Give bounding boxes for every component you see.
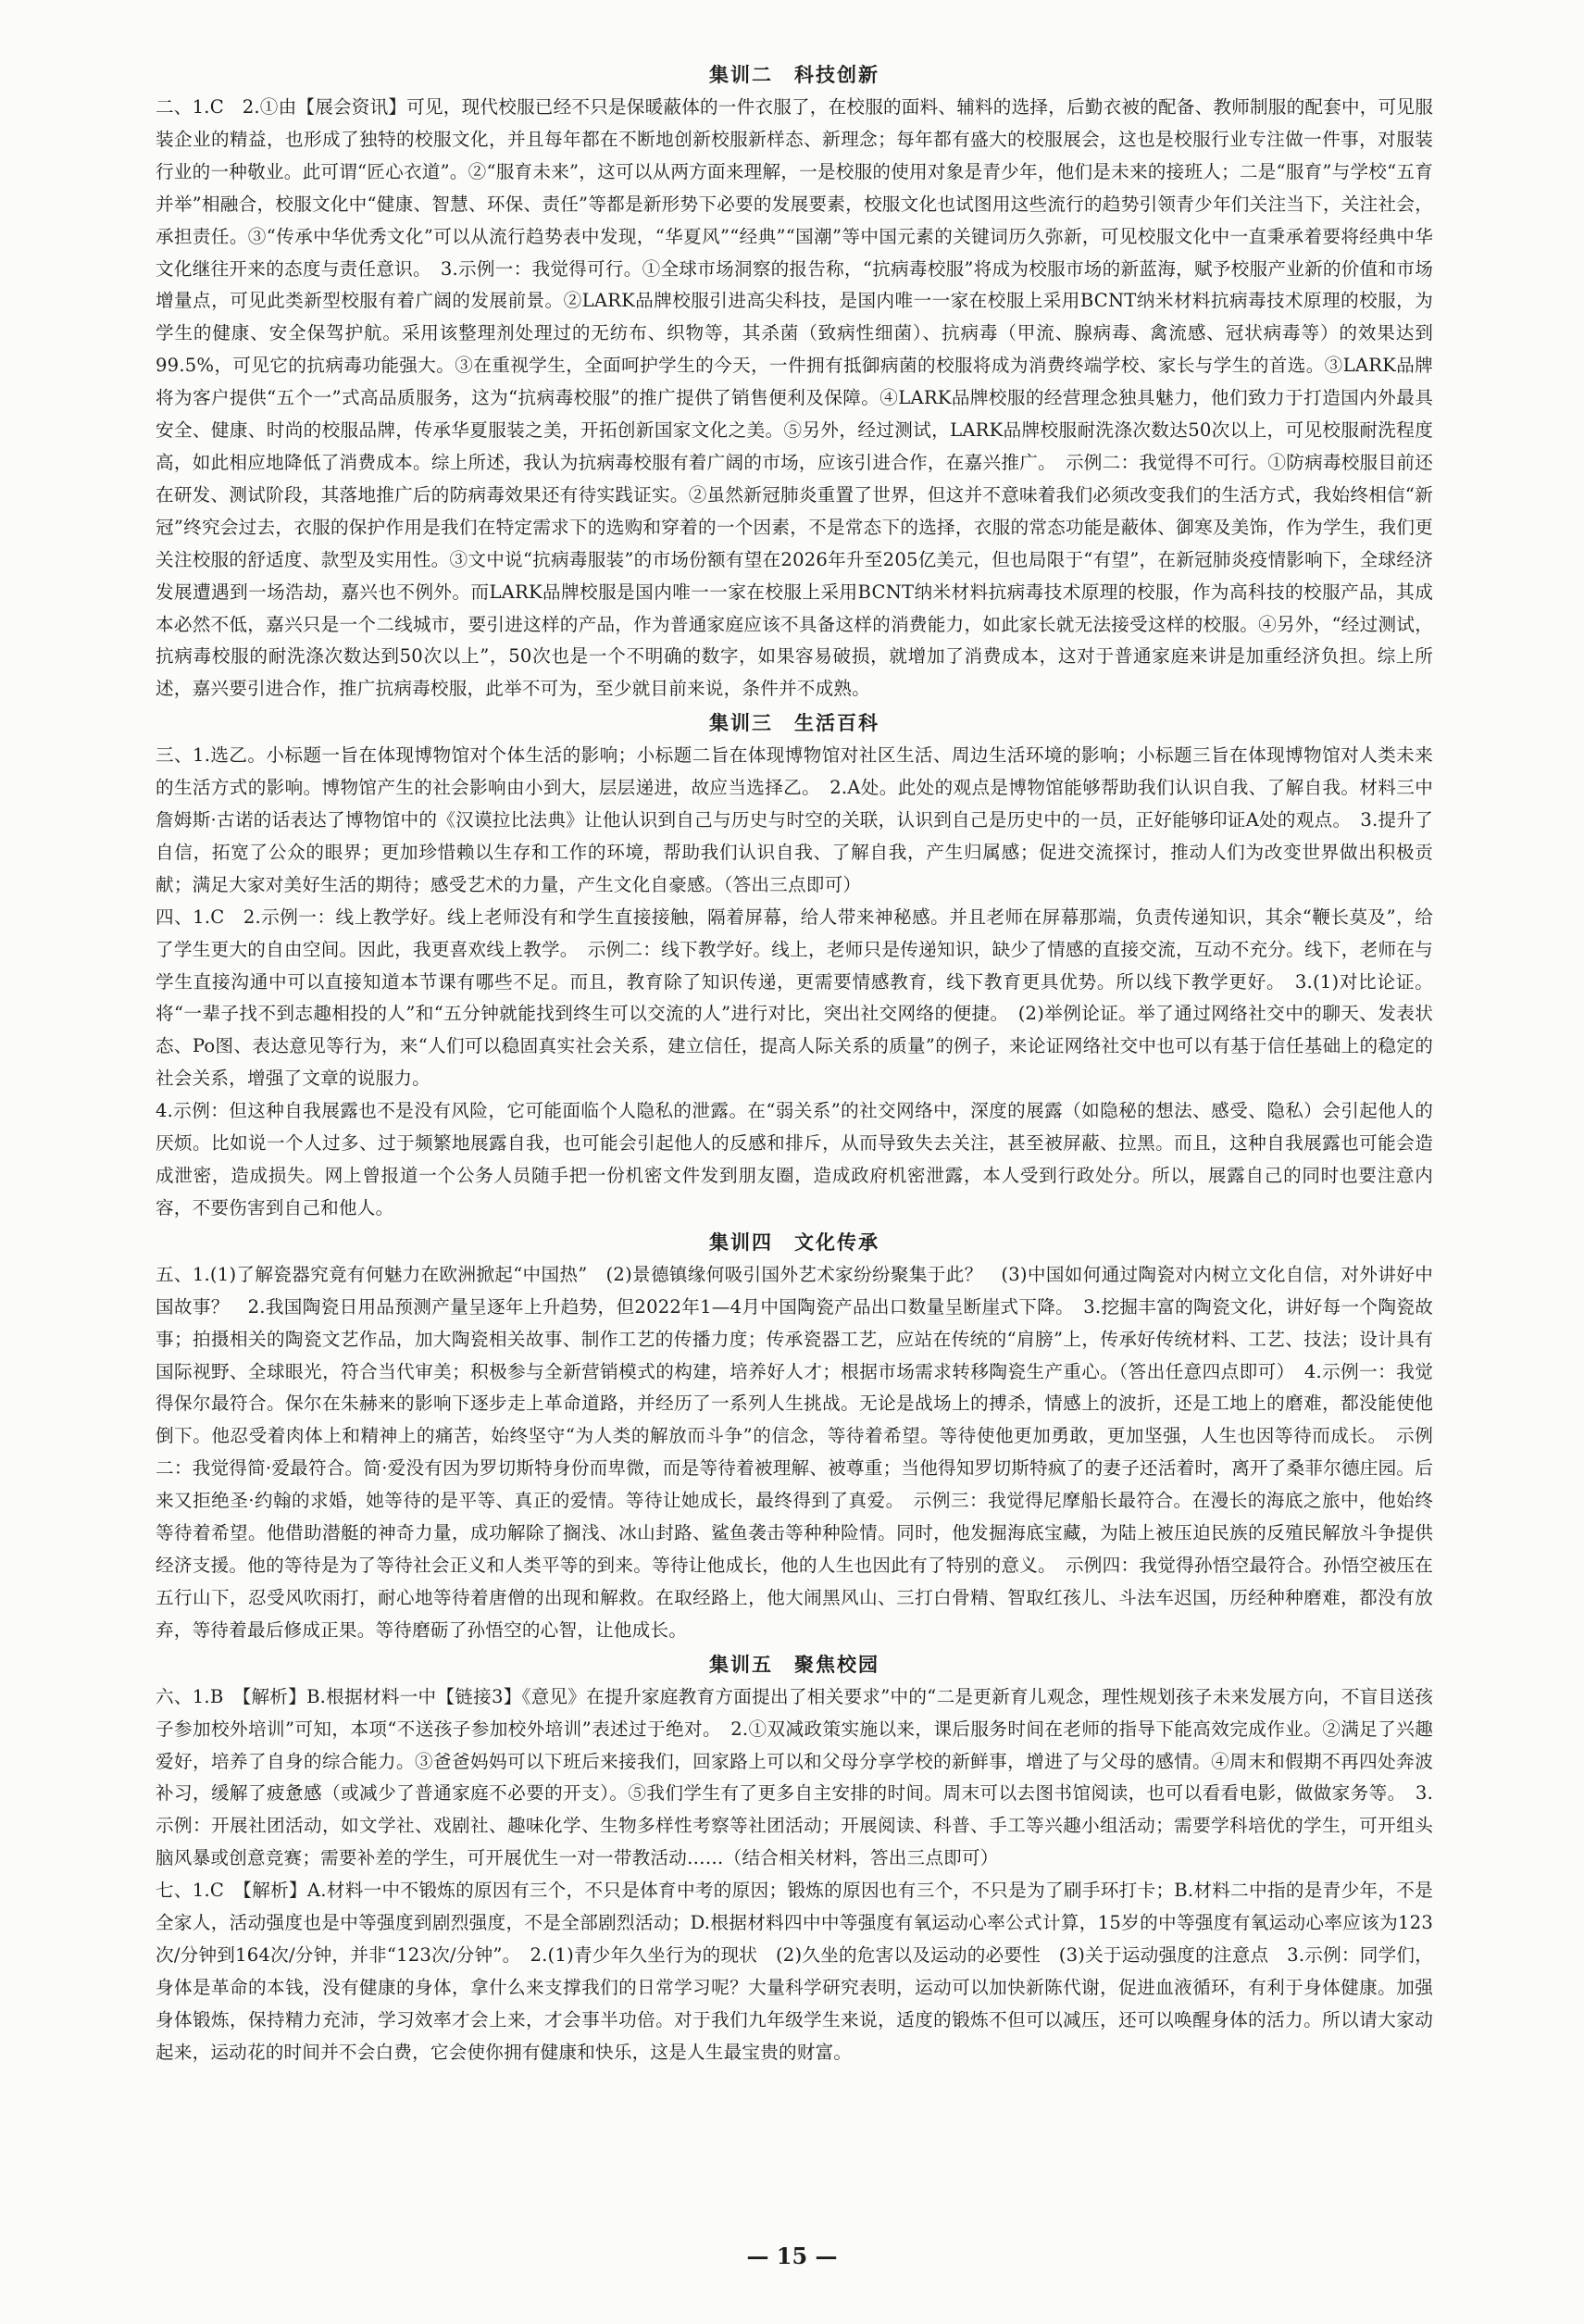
section-title: 集训二 科技创新	[709, 64, 879, 86]
page-number: — 15 —	[746, 2243, 838, 2269]
section-title: 集训五 聚焦校园	[709, 1653, 879, 1676]
answer-content	[156, 57, 1433, 2069]
section-5	[156, 1649, 1433, 2069]
answer-paragraph: 二、1.C 2.①由【展会资讯】可见，现代校服已经不只是保暖蔽体的一件衣服了，在校服的面料、辅料的选择，后勤衣被的配备、教师制服的配套中，可见服装企业的精益，也形成了独特的校服文化，并且每年都在不断地创新校服新样态、新理念；每年都有盛大的校服展会，这也是校服行业专注做一件事，对服装行业的一种敬业。此可谓“匠心衣道”。②“服育未来”，这可以从两方面来理解，一是校服的使用对象是青少年，他们是未来的接班人；二是“服育”与学校“五育并举”相融合，校服文化中“健康、智慧、环保、责任”等都是新形势下必要的发展要素，校服文化也试图用这些流行的趋势引领青少年们关注当下，关注社会，承担责任。③“传承中华优秀文化”可以从流行趋势表中发现，“华夏风”“经典”“国潮”等中国元素的关键词历久弥新，可见校服文化中一直秉承着要将经典中华文化继往开来的态度与责任意识。 3.示例一：我觉得可行。①全球市场洞察的报告称，“抗病毒校服”将成为校服市场的新蓝海，赋予校服产业新的价值和市场增量点，可见此类新型校服有着广阔的发展前景。②LARK品牌校服引进高尖科技，是国内唯一一家在校服上采用BCNT纳米材料抗病毒技术原理的校服，为学生的健康、安全保驾护航。采用该整理剂处理过的无纺布、织物等，其杀菌（致病性细菌）、抗病毒（甲流、腺病毒、禽流感、冠状病毒等）的效果达到99.5%，可见它的抗病毒功能强大。③在重视学生，全面呵护学生的今天，一件拥有抵御病菌的校服将成为消费终端学校、家长与学生的首选。③LARK品牌将为客户提供“五个一”式高品质服务，这为“抗病毒校服”的推广提供了销售便利及保障。④LARK品牌校服的经营理念独具魅力，他们致力于打造国内外最具安全、健康、时尚的校服品牌，传承华夏服装之美，开拓创新国家文化之美。⑤另外，经过测试，LARK品牌校服耐洗涤次数达50次以上，可见校服耐洗程度高，如此相应地降低了消费成本。综上所述，我认为抗病毒校服有着广阔的市场，应该引进合作，在嘉兴推广。 示例二：我觉得不可行。①防病毒校服目前还在研发、测试阶段，其落地推广后的防病毒效果还有待实践证实。②虽然新冠肺炎重置了世界，但这并不意味着我们必须改变我们的生活方式，我始终相信“新冠”终究会过去，衣服的保护作用是我们在特定需求下的选购和穿着的一个因素，不是常态下的选择，衣服的常态功能是蔽体、御寒及美饰，作为学生，我们更关注校服的舒适度、款型及实用性。③文中说“抗病毒服装”的市场份额有望在2026年升至205亿美元，但也局限于“有望”，在新冠肺炎疫情影响下，全球经济发展遭遇到一场浩劫，嘉兴也不例外。而LARK品牌校服是国内唯一一家在校服上采用BCNT纳米材料抗病毒技术原理的校服，作为高科技的校服产品，其成本必然不低，嘉兴只是一个二线城市，要引进这样的产品，作为普通家庭应该不具备这样的消费能力，如此家长就无法接受这样的校服。④另外，“经过测试，抗病毒校服的耐洗涤次数达到50次以上”，50次也是一个不明确的数字，如果容易破损，就增加了消费成本，这对于普通家庭来讲是加重经济负担。综上所述，嘉兴要引进合作，推广抗病毒校服，此举不可为，至少就目前来说，条件并不成熟。	[156, 96, 1433, 700]
section-3	[156, 707, 1433, 1225]
answer-paragraph: 三、1.选乙。小标题一旨在体现博物馆对个体生活的影响；小标题二旨在体现博物馆对社区生活、周边生活环境的影响；小标题三旨在体现博物馆对人类未来的生活方式的影响。博物馆产生的社会影响由小到大，层层递进，故应当选择乙。 2.A处。此处的观点是博物馆能够帮助我们认识自我、了解自我。材料三中詹姆斯·古诺的话表达了博物馆中的《汉谟拉比法典》让他认识到自己与历史与时空的关联，认识到自己是历史中的一员，正好能够印证A处的观点。 3.提升了自信，拓宽了公众的眼界；更加珍惜赖以生存和工作的环境，帮助我们认识自我、了解自我，产生归属感；促进交流探讨，推动人们为改变世界做出积极贡献；满足大家对美好生活的期待；感受艺术的力量，产生文化自豪感。（答出三点即可）	[156, 744, 1433, 895]
section-4	[156, 1227, 1433, 1647]
answer-paragraph: 七、1.C 【解析】A.材料一中不锻炼的原因有三个，不只是体育中考的原因；锻炼的原因也有三个，不只是为了刷手环打卡；B.材料二中指的是青少年，不是全家人，活动强度也是中等强度到剧烈强度，不是全部剧烈活动；D.根据材料四中中等强度有氧运动心率公式计算，15岁的中等强度有氧运动心率应该为123次/分钟到164次/分钟，并非“123次/分钟”。 2.(1)青少年久坐行为的现状 (2)久坐的危害以及运动的必要性 (3)关于运动强度的注意点 3.示例：同学们，身体是革命的本钱，没有健康的身体，拿什么来支撑我们的日常学习呢？大量科学研究表明，运动可以加快新陈代谢，促进血液循环，有利于身体健康。加强身体锻炼，保持精力充沛，学习效率才会上来，才会事半功倍。对于我们九年级学生来说，适度的锻炼不但可以减压，还可以唤醒身体的活力。所以请大家动起来，运动花的时间并不会白费，它会使你拥有健康和快乐，这是人生最宝贵的财富。	[156, 1880, 1433, 2063]
answer-paragraph: 五、1.(1)了解瓷器究竟有何魅力在欧洲掀起“中国热” (2)景德镇缘何吸引国外艺术家纷纷聚集于此？ (3)中国如何通过陶瓷对内树立文化自信，对外讲好中国故事？ 2.我国陶瓷日用品预测产量呈逐年上升趋势，但2022年1—4月中国陶瓷产品出口数量呈断崖式下降。 3.挖掘丰富的陶瓷文化，讲好每一个陶瓷故事；拍摄相关的陶瓷文艺作品，加大陶瓷相关故事、制作工艺的传播力度；传承瓷器工艺，应站在传统的“肩膀”上，传承好传统材料、工艺、技法；设计具有国际视野、全球眼光，符合当代审美；积极参与全新营销模式的构建，培养好人才；根据市场需求转移陶瓷生产重心。（答出任意四点即可） 4.示例一：我觉得保尔最符合。保尔在朱赫来的影响下逐步走上革命道路，并经历了一系列人生挑战。无论是战场上的搏杀，情感上的波折，还是工地上的磨难，都没能使他倒下。他忍受着肉体上和精神上的痛苦，始终坚守“为人类的解放而斗争”的信念，等待着希望。等待使他更加勇敢，更加坚强，人生也因等待而成长。 示例二：我觉得简·爱最符合。简·爱没有因为罗切斯特身份而卑微，而是等待着被理解、被尊重；当他得知罗切斯特疯了的妻子还活着时，离开了桑菲尔德庄园。后来又拒绝圣·约翰的求婚，她等待的是平等、真正的爱情。等待让她成长，最终得到了真爱。 示例三：我觉得尼摩船长最符合。在漫长的海底之旅中，他始终等待着希望。他借助潜艇的神奇力量，成功解除了搁浅、冰山封路、鲨鱼袭击等种种险情。同时，他发掘海底宝藏，为陆上被压迫民族的反殖民解放斗争提供经济支援。他的等待是为了等待社会正义和人类平等的到来。等待让他成长，他的人生也因此有了特别的意义。 示例四：我觉得孙悟空最符合。孙悟空被压在五行山下，忍受风吹雨打，耐心地等待着唐僧的出现和解救。在取经路上，他大闹黑风山、三打白骨精、智取红孩儿、斗法车迟国，历经种种磨难，都没有放弃，等待着最后修成正果。等待磨砺了孙悟空的心智，让他成长。	[156, 1263, 1433, 1641]
answer-paragraph: 四、1.C 2.示例一：线上教学好。线上老师没有和学生直接接触，隔着屏幕，给人带来神秘感。并且老师在屏幕那端，负责传递知识，其余“鞭长莫及”，给了学生更大的自由空间。因此，我更喜欢线上教学。 示例二：线下教学好。线上，老师只是传递知识，缺少了情感的直接交流，互动不充分。线下，老师在与学生直接沟通中可以直接知道本节课有哪些不足。而且，教育除了知识传递，更需要情感教育，线下教育更具优势。所以线下教学更好。 3.(1)对比论证。将“一辈子找不到志趣相投的人”和“五分钟就能找到终生可以交流的人”进行对比，突出社交网络的便捷。 (2)举例论证。举了通过网络社交中的聊天、发表状态、Po图、表达意见等行为，来“人们可以稳固真实社会关系，建立信任，提高人际关系的质量”的例子，来论证网络社交中也可以有基于信任基础上的稳定的社会关系，增强了文章的说服力。	[156, 906, 1433, 1090]
answer-paragraph: 六、1.B 【解析】B.根据材料一中【链接3】《意见》在提升家庭教育方面提出了相关要求”中的“二是更新育儿观念，理性规划孩子未来发展方向，不盲目送孩子参加校外培训”可知，本项“不送孩子参加校外培训”表述过于绝对。 2.①双减政策实施以来，课后服务时间在老师的指导下能高效完成作业。②满足了兴趣爱好，培养了自身的综合能力。③爸爸妈妈可以下班后来接我们，回家路上可以和父母分享学校的新鲜事，增进了与父母的感情。④周末和假期不再四处奔波补习，缓解了疲惫感（或减少了普通家庭不必要的开支）。⑤我们学生有了更多自主安排的时间。周末可以去图书馆阅读，也可以看看电影，做做家务等。 3.示例：开展社团活动，如文学社、戏剧社、趣味化学、生物多样性考察等社团活动；开展阅读、科普、手工等兴趣小组活动；需要学科培优的学生，可开组头脑风暴或创意竞赛；需要补差的学生，可开展优生一对一带教活动……（结合相关材料，答出三点即可）	[156, 1685, 1433, 1869]
answer-paragraph: 4.示例：但这种自我展露也不是没有风险，它可能面临个人隐私的泄露。在“弱关系”的社交网络中，深度的展露（如隐秘的想法、感受、隐私）会引起他人的厌烦。比如说一个人过多、过于频繁地展露自我，也可能会引起他人的反感和排斥，从而导致失去关注，甚至被屏蔽、拉黑。而且，这种自我展露也可能会造成泄密，造成损失。网上曾报道一个公务人员随手把一份机密文件发到朋友圈，造成政府机密泄露，本人受到行政处分。所以，展露自己的同时也要注意内容，不要伤害到自己和他人。	[156, 1100, 1433, 1218]
section-2	[156, 59, 1433, 706]
section-title: 集训三 生活百科	[709, 712, 879, 735]
section-title: 集训四 文化传承	[709, 1231, 879, 1254]
